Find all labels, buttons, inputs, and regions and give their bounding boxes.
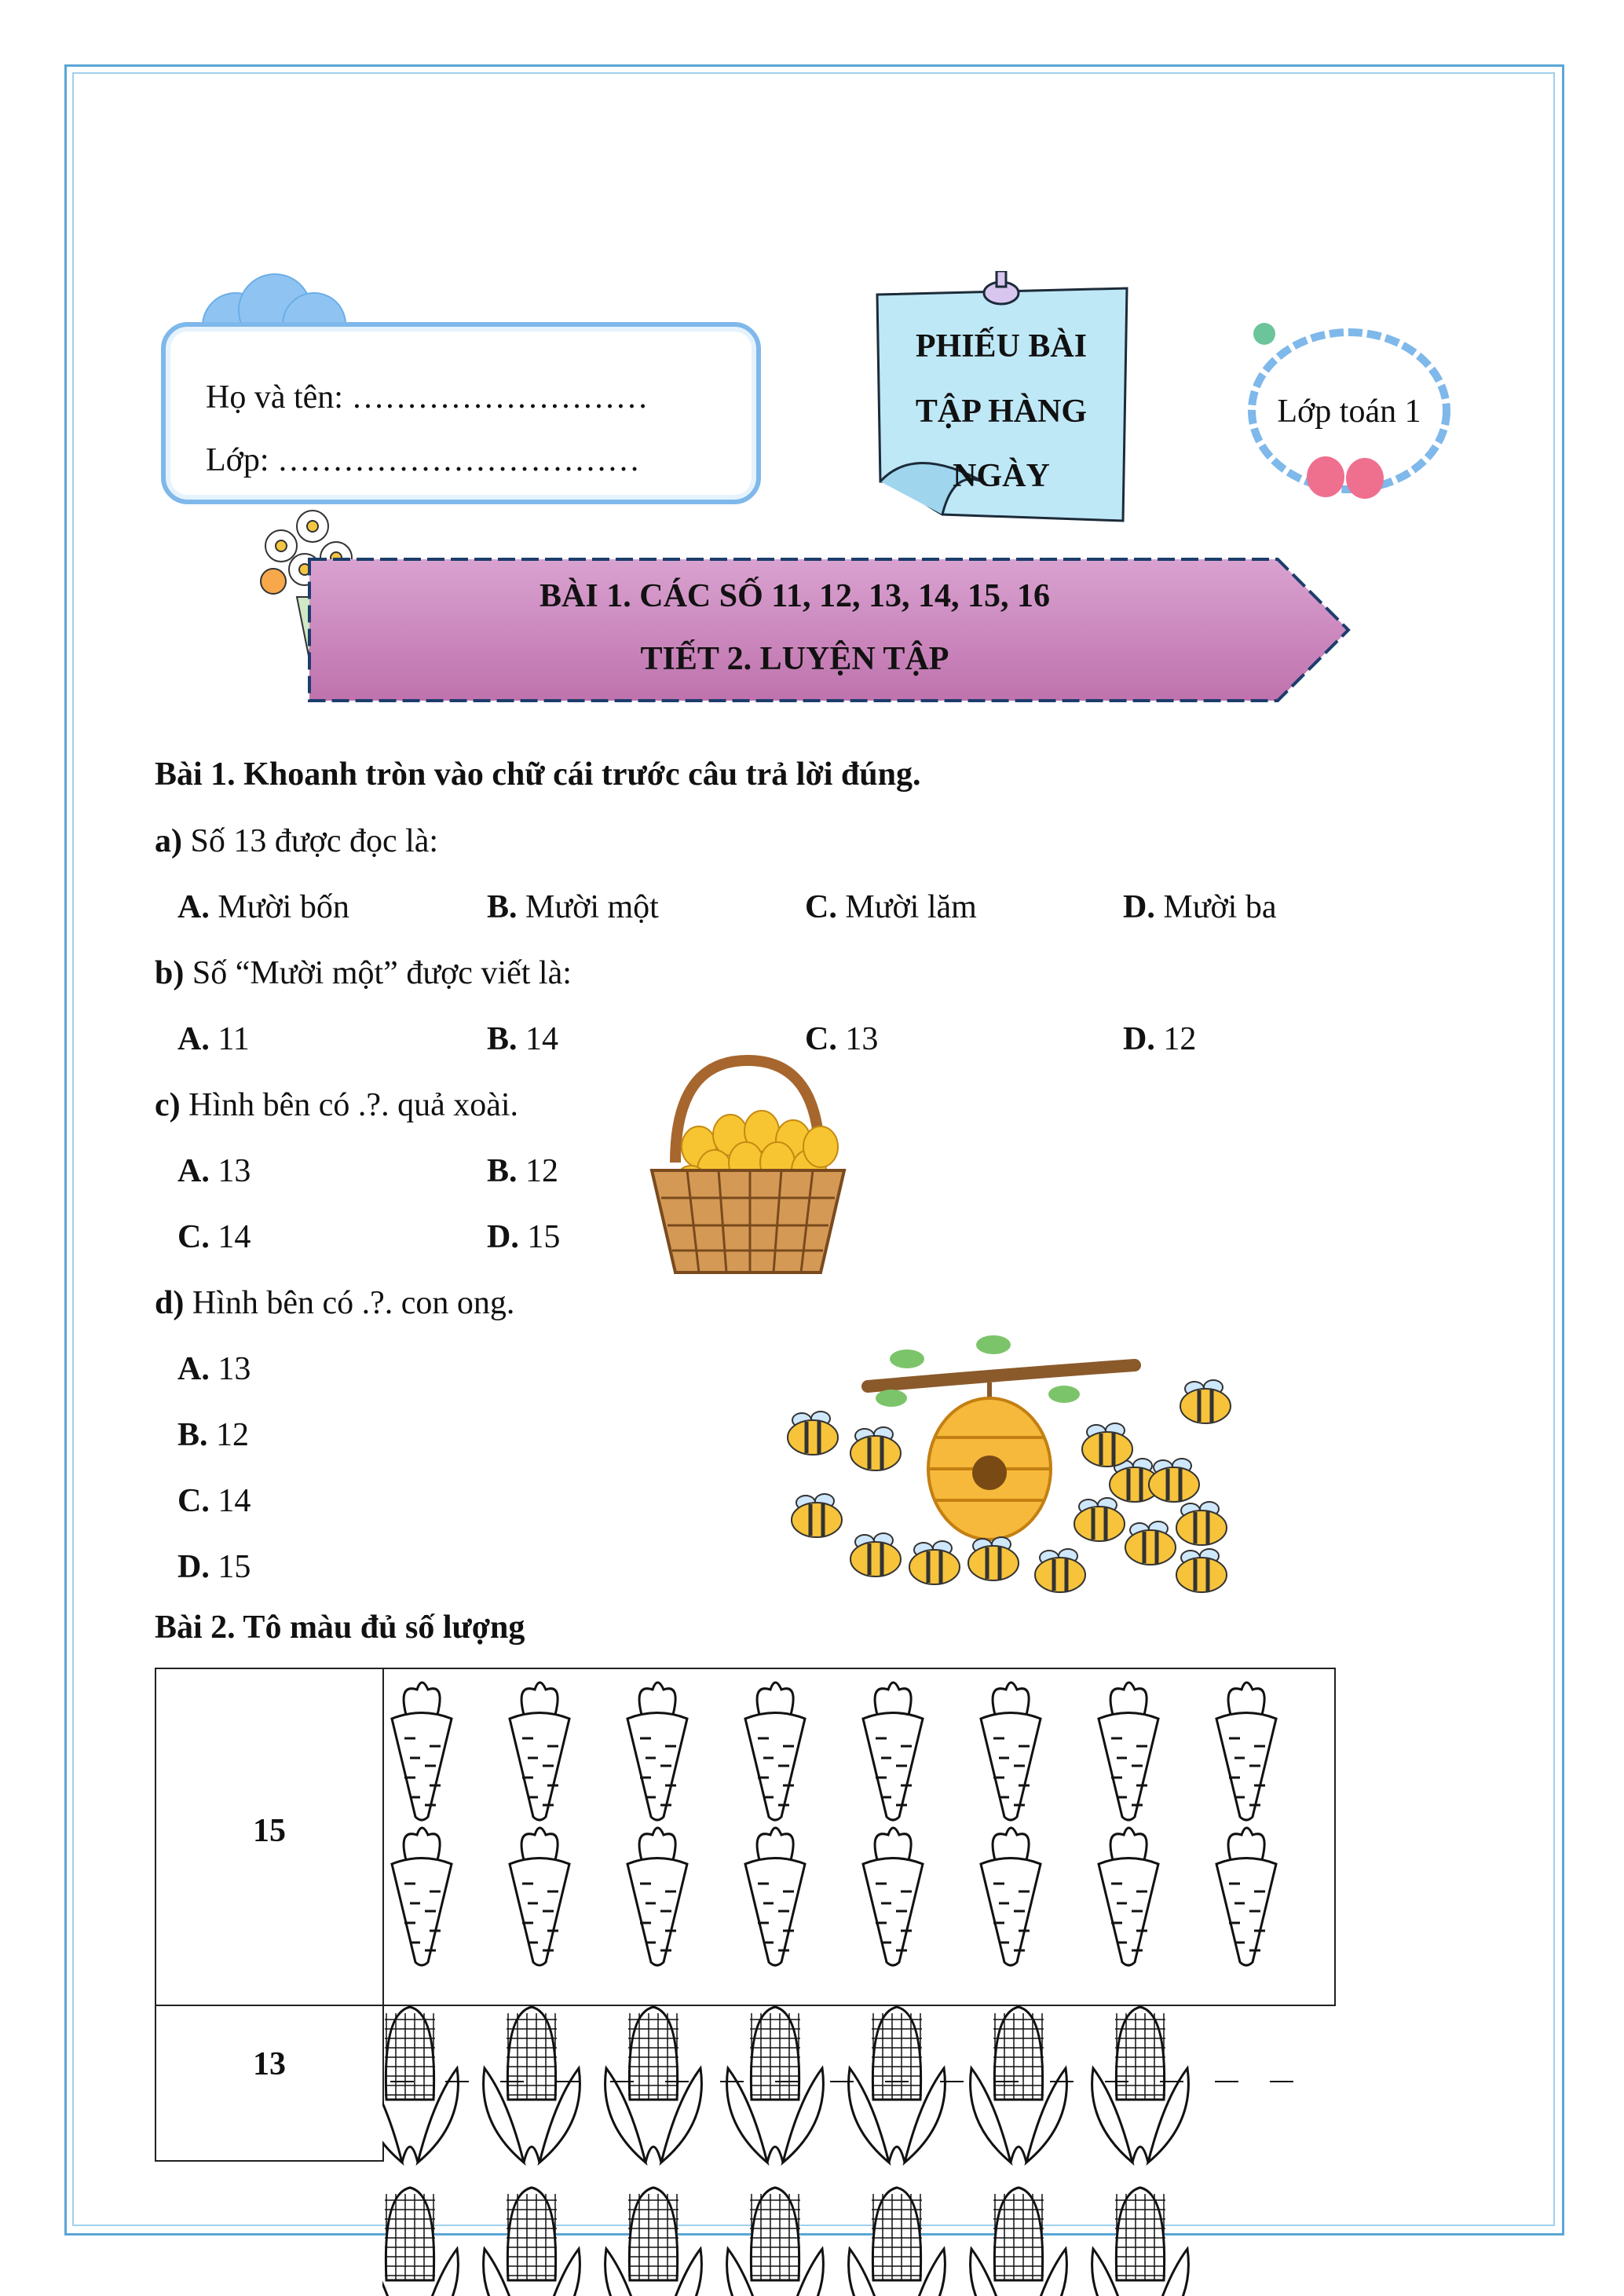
- name-field-line[interactable]: Họ và tên: ………………………: [206, 379, 649, 416]
- carrot-icon: [392, 1683, 452, 1820]
- bee-icon: [1176, 1549, 1227, 1592]
- class-field-line[interactable]: Lớp: ……………………………: [206, 442, 641, 478]
- worksheet-title-line-2: TẬP HÀNG: [915, 394, 1088, 430]
- bee-icon: [968, 1537, 1019, 1580]
- corn-icon: [849, 2188, 946, 2296]
- option-c-B[interactable]: B. 12: [487, 1153, 559, 1189]
- option-c-C[interactable]: C. 14: [177, 1219, 251, 1255]
- bee-icon: [788, 1412, 838, 1455]
- option-a-A[interactable]: A. Mười bốn: [177, 889, 349, 925]
- bee-icon: [792, 1494, 842, 1537]
- worksheet-title-line-3: NGÀY: [953, 458, 1050, 494]
- option-d-C[interactable]: C. 14: [177, 1483, 251, 1519]
- bee-icon: [1125, 1522, 1176, 1565]
- option-a-C[interactable]: C. Mười lăm: [805, 889, 977, 925]
- bee-icon: [1074, 1498, 1125, 1541]
- row-13-number: 13: [253, 2046, 286, 2082]
- option-a-D[interactable]: D. Mười ba: [1123, 889, 1277, 925]
- corn-icon: [971, 2188, 1067, 2296]
- bee-icon: [1082, 1423, 1132, 1467]
- corn-icon: [605, 2007, 702, 2162]
- option-d-B[interactable]: B. 12: [177, 1417, 250, 1453]
- mango-icon: [803, 1126, 838, 1167]
- carrot-icon: [1216, 1683, 1276, 1820]
- banner-subtitle: TIẾT 2. LUYỆN TẬP: [640, 641, 949, 677]
- option-c-A[interactable]: A. 13: [177, 1153, 251, 1189]
- row-15-number: 15: [253, 1813, 286, 1849]
- option-b-A[interactable]: A. 11: [177, 1021, 250, 1057]
- class-badge-label: Lớp toán 1: [1277, 394, 1421, 430]
- bee-icon: [1035, 1549, 1085, 1592]
- option-b-B[interactable]: B. 14: [487, 1021, 559, 1057]
- worksheet-title-line-1: PHIẾU BÀI: [915, 328, 1088, 364]
- mango-basket-icon: [644, 1053, 852, 1280]
- corn-icon: [1092, 2188, 1189, 2296]
- carrot-icon: [745, 1683, 805, 1820]
- exercise-2-title: Bài 2. Tô màu đủ số lượng: [155, 1609, 525, 1646]
- bee-icon: [1149, 1459, 1199, 1502]
- corn-icon: [382, 2007, 458, 2162]
- bee-icon: [1176, 1502, 1227, 1545]
- bee-icon: [850, 1427, 901, 1470]
- corn-icon: [727, 2007, 824, 2162]
- corn-icon: [605, 2188, 702, 2296]
- pin-icon: [984, 271, 1019, 304]
- bee-icon: [1180, 1380, 1231, 1423]
- carrot-icon: [510, 1683, 569, 1820]
- row-13-number-cell: [155, 2005, 384, 2162]
- carrot-icon: [745, 1828, 805, 1965]
- bee-icon: [850, 1533, 901, 1576]
- option-c-D[interactable]: D. 15: [487, 1219, 561, 1255]
- lesson-banner: [308, 555, 1352, 705]
- exercise-1-title: Bài 1. Khoanh tròn vào chữ cái trước câu trả lời đúng.: [155, 756, 921, 793]
- question-c: c) Hình bên có .?. quả xoài.: [155, 1087, 519, 1123]
- option-b-D[interactable]: D. 12: [1123, 1021, 1197, 1057]
- carrot-icon: [510, 1828, 569, 1965]
- carrot-icon: [981, 1828, 1041, 1965]
- beehive-icon: [928, 1382, 1051, 1540]
- option-a-B[interactable]: B. Mười một: [487, 889, 659, 925]
- question-d: d) Hình bên có .?. con ong.: [155, 1285, 515, 1321]
- carrot-icon: [1099, 1683, 1158, 1820]
- option-d-D[interactable]: D. 15: [177, 1549, 251, 1585]
- corn-icon: [484, 2188, 580, 2296]
- question-b: b) Số “Mười một” được viết là:: [155, 955, 572, 991]
- carrot-icon: [981, 1683, 1041, 1820]
- carrot-icon: [392, 1828, 452, 1965]
- carrot-icon: [1099, 1828, 1158, 1965]
- option-d-A[interactable]: A. 13: [177, 1351, 251, 1387]
- bee-icon: [909, 1541, 960, 1584]
- corn-icon: [971, 2007, 1067, 2162]
- carrot-icon: [863, 1683, 923, 1820]
- option-b-C[interactable]: C. 13: [805, 1021, 879, 1057]
- corn-icon: [484, 2007, 580, 2162]
- corn-icon: [727, 2188, 824, 2296]
- banner-title: BÀI 1. CÁC SỐ 11, 12, 13, 14, 15, 16: [540, 578, 1050, 614]
- corn-icon: [849, 2007, 946, 2162]
- vegetable-grid: [382, 1668, 1336, 2296]
- carrot-icon: [863, 1828, 923, 1965]
- carrot-icon: [627, 1828, 687, 1965]
- bees-hive-illustration: [766, 1312, 1237, 1642]
- carrot-icon: [1216, 1828, 1276, 1965]
- carrot-icon: [627, 1683, 687, 1820]
- corn-icon: [1092, 2007, 1189, 2162]
- corn-icon: [382, 2188, 458, 2296]
- question-a: a) Số 13 được đọc là:: [155, 823, 439, 859]
